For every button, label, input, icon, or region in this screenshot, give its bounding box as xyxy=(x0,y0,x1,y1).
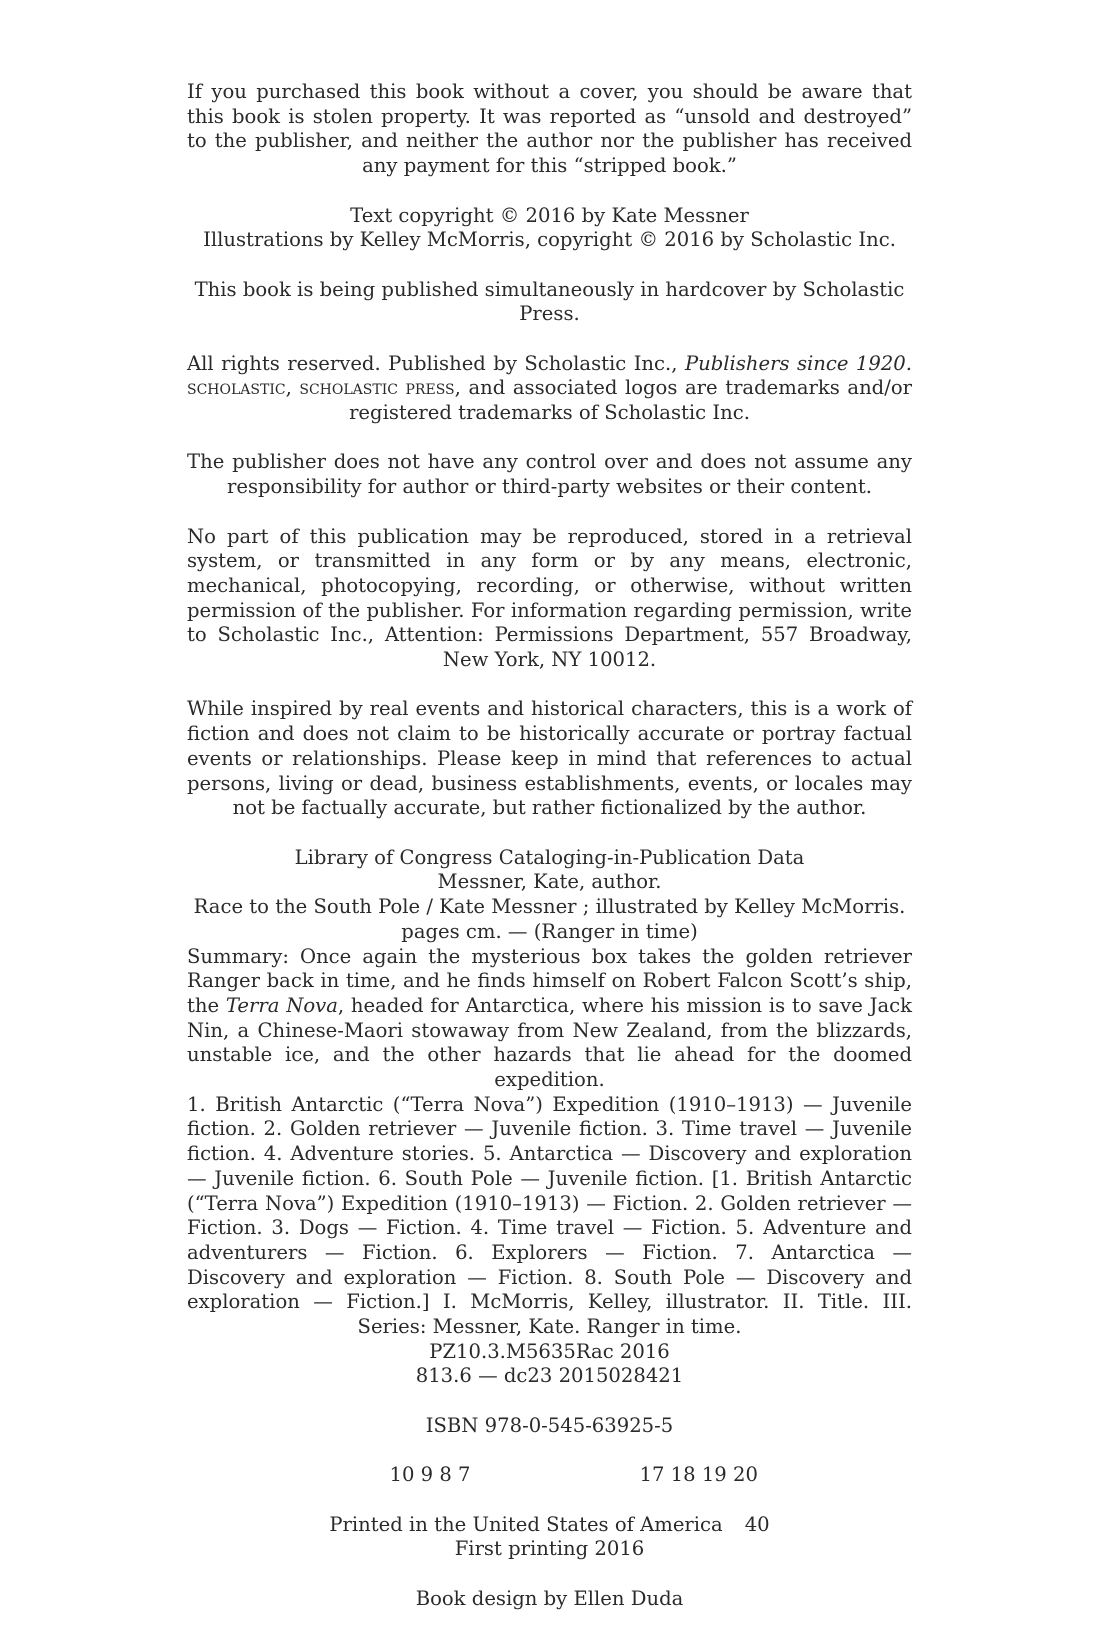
first-printing: First printing 2016 xyxy=(454,1537,645,1561)
printing-info xyxy=(187,1513,912,1562)
fiction-disclaimer: While inspired by real events and historical characters, this is a work of fiction and does not claim to be historically accurate or portray factual events or relationships. Please keep in mind that references to actual persons, living or dead, business establishments, events, or locales may not be factually accurate, but rather fictionalized by the author. xyxy=(187,697,912,820)
rights-text-2: , and associated logos are trademarks and/or registered trademarks of Scholastic Inc. xyxy=(349,376,912,425)
illustrations-copyright: Illustrations by Kelley McMorris, copyright © 2016 by Scholastic Inc. xyxy=(203,228,896,252)
printed-in-row xyxy=(187,1513,912,1538)
book-design-credit: Book design by Ellen Duda xyxy=(415,1586,684,1610)
cip-call-number: PZ10.3.M5635Rac 2016 xyxy=(429,1339,670,1363)
cip-block xyxy=(187,846,912,1389)
cip-summary-a: Summary: Once again the mysterious box takes the golden retriever Ranger back in time, and he finds himself on Robert Falcon Scott’s ship, the xyxy=(187,944,912,1017)
cip-pages: pages cm. — (Ranger in time) xyxy=(401,919,698,943)
copyright-block xyxy=(187,204,912,253)
print-numbers xyxy=(187,1463,912,1488)
cip-summary-b: , headed for Antarctica, where his mission is to save Jack Nin, a Chinese-Maori stowaway from New Zealand, from the blizzards, unstable ice, and the other hazards that lie ahead for the doomed expedition. xyxy=(187,993,912,1092)
rights-text-1: All rights reserved. Published by Scholastic Inc., xyxy=(187,351,685,375)
printed-in-number: 40 xyxy=(744,1512,770,1536)
simultaneous-publication: This book is being published simultaneously in hardcover by Scholastic Press. xyxy=(194,277,905,326)
cip-summary xyxy=(187,945,912,1093)
publisher-control-notice: The publisher does not have any control over and does not assume any responsibility for author or third-party websites or their content. xyxy=(187,450,912,499)
cip-header: Library of Congress Cataloging-in-Publication Data xyxy=(294,845,805,869)
text-copyright: Text copyright © 2016 by Kate Messner xyxy=(350,203,749,227)
cip-dewey: 813.6 — dc23 2015028421 xyxy=(415,1364,684,1388)
cip-subjects: 1. British Antarctic (“Terra Nova”) Expedition (1910–1913) — Juvenile fiction. 2. Golden retriever — Juvenile fiction. 3. Time travel — Juvenile fiction. 4. Adventure stories. 5. Antarctica — Discovery and exploration — Juvenile fiction. 6. South Pole — Juvenile fiction. [1. British Antarctic (“Terra Nova”) Expedition (1910–1913) — Fiction. 2. Golden retriever — Fiction. 3. Dogs — Fiction. 4. Time travel — Fiction. 5. Adventure and adventurers — Fiction. 6. Explorers — Fiction. 7. Antarctica — Discovery and exploration — Fiction. 8. South Pole — Discovery and exploration — Fiction.] I. McMorris, Kelley, illustrator. II. Title. III. Series: Messner, Kate. Ranger in time. xyxy=(187,1092,912,1339)
rights-trademark-2: scholastic press xyxy=(299,376,455,400)
stripped-book-notice: If you purchased this book without a cover, you should be aware that this book is stolen property. It was reported as “unsold and destroyed” to the publisher, and neither the author nor the publisher has received any payment for this “stripped book.” xyxy=(187,80,912,178)
cip-author: Messner, Kate, author. xyxy=(437,870,662,894)
rights-italic: Publishers since 1920. xyxy=(684,351,912,375)
print-number-left: 10 9 8 7 xyxy=(389,1463,471,1487)
rights-reserved xyxy=(187,352,912,426)
isbn: ISBN 978-0-545-63925-5 xyxy=(425,1413,674,1437)
copyright-page xyxy=(187,80,912,1636)
reproduction-notice: No part of this publication may be reproduced, stored in a retrieval system, or transmitted in any form or by any means, electronic, mechanical, photocopying, recording, or otherwise, without written permission of the publisher. For information regarding permission, write to Scholastic Inc., Attention: Permissions Department, 557 Broadway, New York, NY 10012. xyxy=(187,524,912,672)
print-number-right: 17 18 19 20 xyxy=(639,1463,758,1487)
cip-title: Race to the South Pole / Kate Messner ; illustrated by Kelley McMorris. xyxy=(193,895,906,919)
printed-in: Printed in the United States of America xyxy=(329,1512,723,1536)
cip-summary-italic: Terra Nova xyxy=(225,993,338,1017)
rights-trademark-1: scholastic, xyxy=(187,376,292,400)
